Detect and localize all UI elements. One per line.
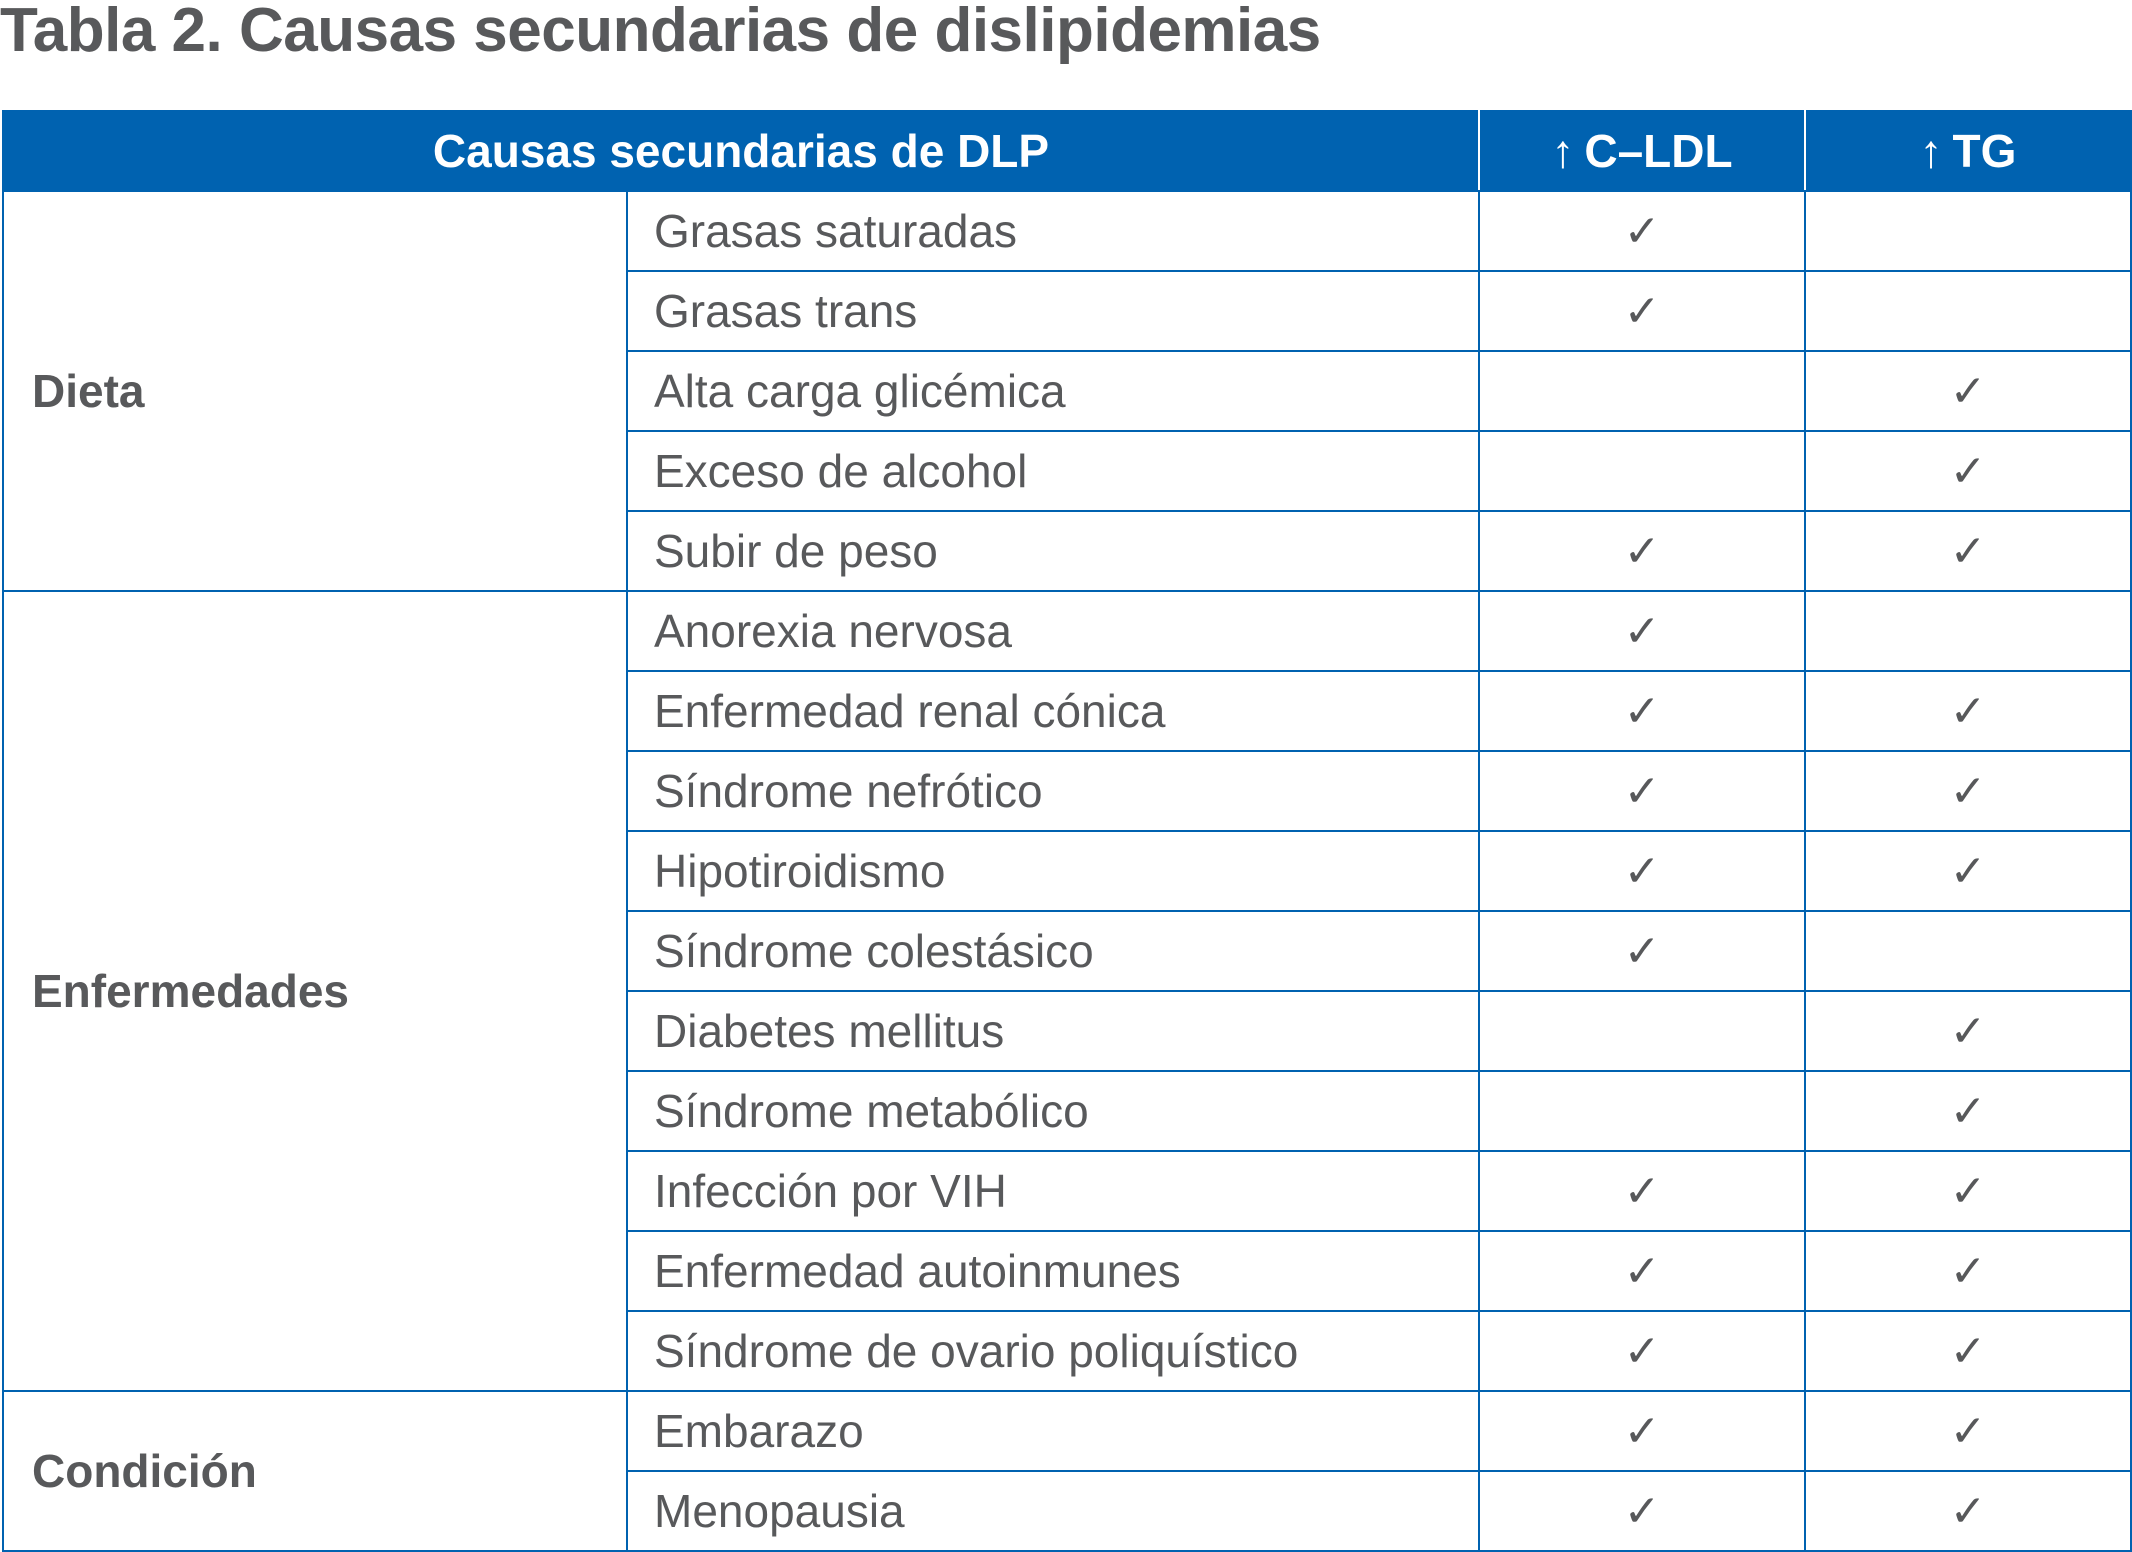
table-row [3, 191, 2131, 271]
cldl-check-cell: ✓ [1479, 671, 1805, 751]
header-tg-label: TG [1952, 125, 2017, 177]
cldl-check-cell [1479, 351, 1805, 431]
tg-check-cell: ✓ [1805, 1071, 2131, 1151]
table-row [3, 1391, 2131, 1471]
cldl-check-cell: ✓ [1479, 591, 1805, 671]
cause-cell: Infección por VIH [627, 1151, 1479, 1231]
cause-cell: Embarazo [627, 1391, 1479, 1471]
tg-check-cell: ✓ [1805, 1151, 2131, 1231]
cldl-check-cell: ✓ [1479, 1151, 1805, 1231]
cause-cell: Diabetes mellitus [627, 991, 1479, 1071]
tg-check-cell [1805, 911, 2131, 991]
header-cldl-label: C–LDL [1584, 125, 1733, 177]
header-causes: Causas secundarias de DLP [3, 111, 1479, 191]
cause-cell: Hipotiroidismo [627, 831, 1479, 911]
tg-check-cell [1805, 191, 2131, 271]
tg-check-cell: ✓ [1805, 831, 2131, 911]
cldl-check-cell: ✓ [1479, 751, 1805, 831]
cldl-check-cell [1479, 431, 1805, 511]
page-title: Tabla 2. Causas secundarias de dislipidemias [0, 0, 1321, 65]
tg-check-cell: ✓ [1805, 1391, 2131, 1471]
cause-cell: Enfermedad renal cónica [627, 671, 1479, 751]
table-header-row [3, 111, 2131, 191]
tg-check-cell: ✓ [1805, 751, 2131, 831]
cause-cell: Exceso de alcohol [627, 431, 1479, 511]
cldl-check-cell [1479, 991, 1805, 1071]
cldl-check-cell: ✓ [1479, 511, 1805, 591]
cause-cell: Grasas trans [627, 271, 1479, 351]
header-tg [1805, 111, 2131, 191]
group-label: Condición [3, 1391, 627, 1551]
cause-cell: Enfermedad autoinmunes [627, 1231, 1479, 1311]
cause-cell: Grasas saturadas [627, 191, 1479, 271]
tg-check-cell: ✓ [1805, 351, 2131, 431]
cldl-check-cell: ✓ [1479, 191, 1805, 271]
cause-cell: Síndrome colestásico [627, 911, 1479, 991]
cldl-check-cell: ✓ [1479, 1471, 1805, 1551]
cause-cell: Subir de peso [627, 511, 1479, 591]
arrow-up-icon: ↑ [1919, 125, 1943, 177]
table-row [3, 591, 2131, 671]
cause-cell: Menopausia [627, 1471, 1479, 1551]
cause-cell: Síndrome de ovario poliquístico [627, 1311, 1479, 1391]
group-label: Dieta [3, 191, 627, 591]
tg-check-cell: ✓ [1805, 671, 2131, 751]
cldl-check-cell [1479, 1071, 1805, 1151]
cldl-check-cell: ✓ [1479, 271, 1805, 351]
secondary-causes-table [2, 110, 2132, 1552]
cldl-check-cell: ✓ [1479, 831, 1805, 911]
cldl-check-cell: ✓ [1479, 911, 1805, 991]
cause-cell: Síndrome nefrótico [627, 751, 1479, 831]
tg-check-cell: ✓ [1805, 431, 2131, 511]
cause-cell: Anorexia nervosa [627, 591, 1479, 671]
cldl-check-cell: ✓ [1479, 1231, 1805, 1311]
tg-check-cell: ✓ [1805, 991, 2131, 1071]
tg-check-cell [1805, 591, 2131, 671]
tg-check-cell: ✓ [1805, 511, 2131, 591]
tg-check-cell [1805, 271, 2131, 351]
group-label: Enfermedades [3, 591, 627, 1391]
header-cldl [1479, 111, 1805, 191]
tg-check-cell: ✓ [1805, 1471, 2131, 1551]
arrow-up-icon: ↑ [1551, 125, 1575, 177]
cause-cell: Síndrome metabólico [627, 1071, 1479, 1151]
cldl-check-cell: ✓ [1479, 1391, 1805, 1471]
tg-check-cell: ✓ [1805, 1231, 2131, 1311]
cldl-check-cell: ✓ [1479, 1311, 1805, 1391]
table-body [3, 191, 2131, 1551]
tg-check-cell: ✓ [1805, 1311, 2131, 1391]
cause-cell: Alta carga glicémica [627, 351, 1479, 431]
